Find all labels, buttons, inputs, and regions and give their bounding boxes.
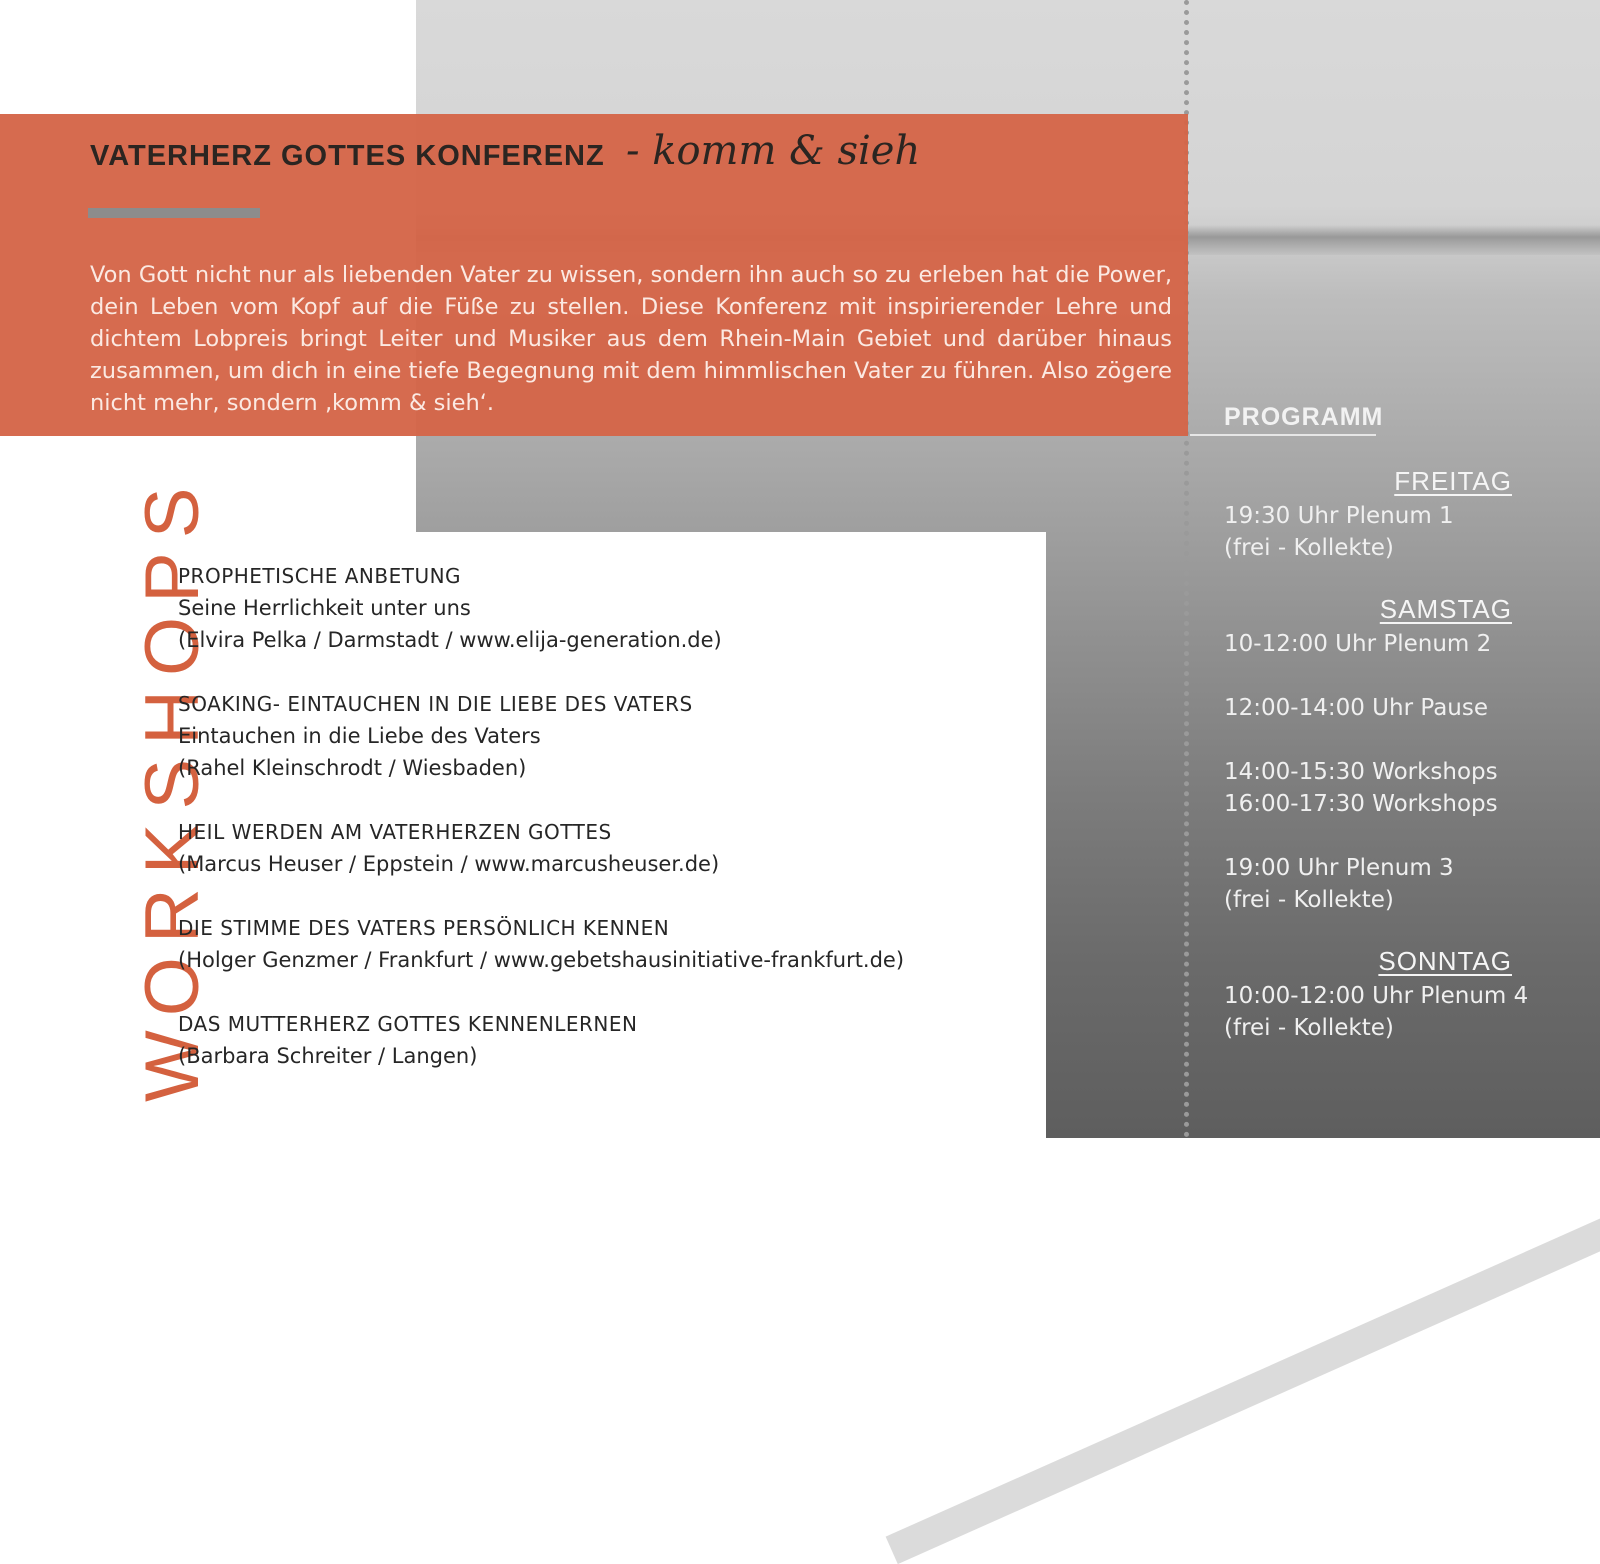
- program-line: 12:00-14:00 Uhr Pause: [1224, 695, 1488, 721]
- program-line: 10-12:00 Uhr Plenum 2: [1224, 631, 1492, 657]
- workshops-heading: WORKSHOPS: [130, 473, 215, 1102]
- program-line: (frei - Kollekte): [1224, 535, 1394, 561]
- program-line: (frei - Kollekte): [1224, 887, 1394, 913]
- workshop-title: SOAKING- EINTAUCHEN IN DIE LIEBE DES VATERS: [178, 692, 693, 716]
- workshop-item: [178, 688, 1038, 784]
- program-line: 19:30 Uhr Plenum 1: [1224, 503, 1454, 529]
- workshop-line: (Barbara Schreiter / Langen): [178, 1044, 478, 1068]
- program-line: 14:00-15:30 Workshops: [1224, 759, 1498, 785]
- top-white-corner: [0, 0, 416, 115]
- workshop-line: (Marcus Heuser / Eppstein / www.marcusheuser.de): [178, 852, 720, 876]
- conference-tagline: - komm & sieh: [626, 128, 921, 174]
- workshop-item: [178, 1008, 1038, 1072]
- intro-text: Von Gott nicht nur als liebenden Vater zu wissen, sondern ihn auch so zu erleben hat die Power, dein Leben vom Kopf auf die Füße zu stellen. Diese Konferenz mit inspirierender Lehre und dichtem Lobpreis bringt Leiter und Musiker aus dem Rhein-Main Gebiet und darüber hinaus zusammen, um dich in eine tiefe Begegnung mit dem himmlischen Vater zu führen. Also zögere nicht mehr, sondern ‚komm & sieh‘.: [90, 262, 1172, 416]
- program-day-saturday: SAMSTAG: [1379, 594, 1512, 624]
- program-line: 10:00-12:00 Uhr Plenum 4: [1224, 983, 1529, 1009]
- workshop-item: [178, 912, 1038, 976]
- program-line: 19:00 Uhr Plenum 3: [1224, 855, 1454, 881]
- pier-rail: [886, 1171, 1600, 1564]
- workshop-line: (Holger Genzmer / Frankfurt / www.gebetshausinitiative-frankfurt.de): [178, 948, 905, 972]
- workshop-title: HEIL WERDEN AM VATERHERZEN GOTTES: [178, 820, 612, 844]
- workshop-title: DIE STIMME DES VATERS PERSÖNLICH KENNEN: [178, 916, 670, 940]
- program-underline: [1190, 434, 1376, 436]
- workshop-item: [178, 816, 1038, 880]
- program-line: (frei - Kollekte): [1224, 1015, 1394, 1041]
- program-heading: PROGRAMM: [1224, 403, 1384, 431]
- workshop-title: PROPHETISCHE ANBETUNG: [178, 564, 462, 588]
- workshop-title: DAS MUTTERHERZ GOTTES KENNENLERNEN: [178, 1012, 638, 1036]
- workshop-line: Eintauchen in die Liebe des Vaters: [178, 724, 541, 748]
- workshop-item: [178, 560, 1038, 656]
- workshop-line: (Rahel Kleinschrodt / Wiesbaden): [178, 756, 527, 780]
- title-underline: [88, 208, 260, 218]
- program-day-friday: FREITAG: [1394, 466, 1512, 496]
- conference-title: VATERHERZ GOTTES KONFERENZ: [90, 140, 605, 172]
- workshop-line: (Elvira Pelka / Darmstadt / www.elija-generation.de): [178, 628, 722, 652]
- workshop-line: Seine Herrlichkeit unter uns: [178, 596, 471, 620]
- program-line: 16:00-17:30 Workshops: [1224, 791, 1498, 817]
- program-day-sunday: SONNTAG: [1378, 946, 1512, 976]
